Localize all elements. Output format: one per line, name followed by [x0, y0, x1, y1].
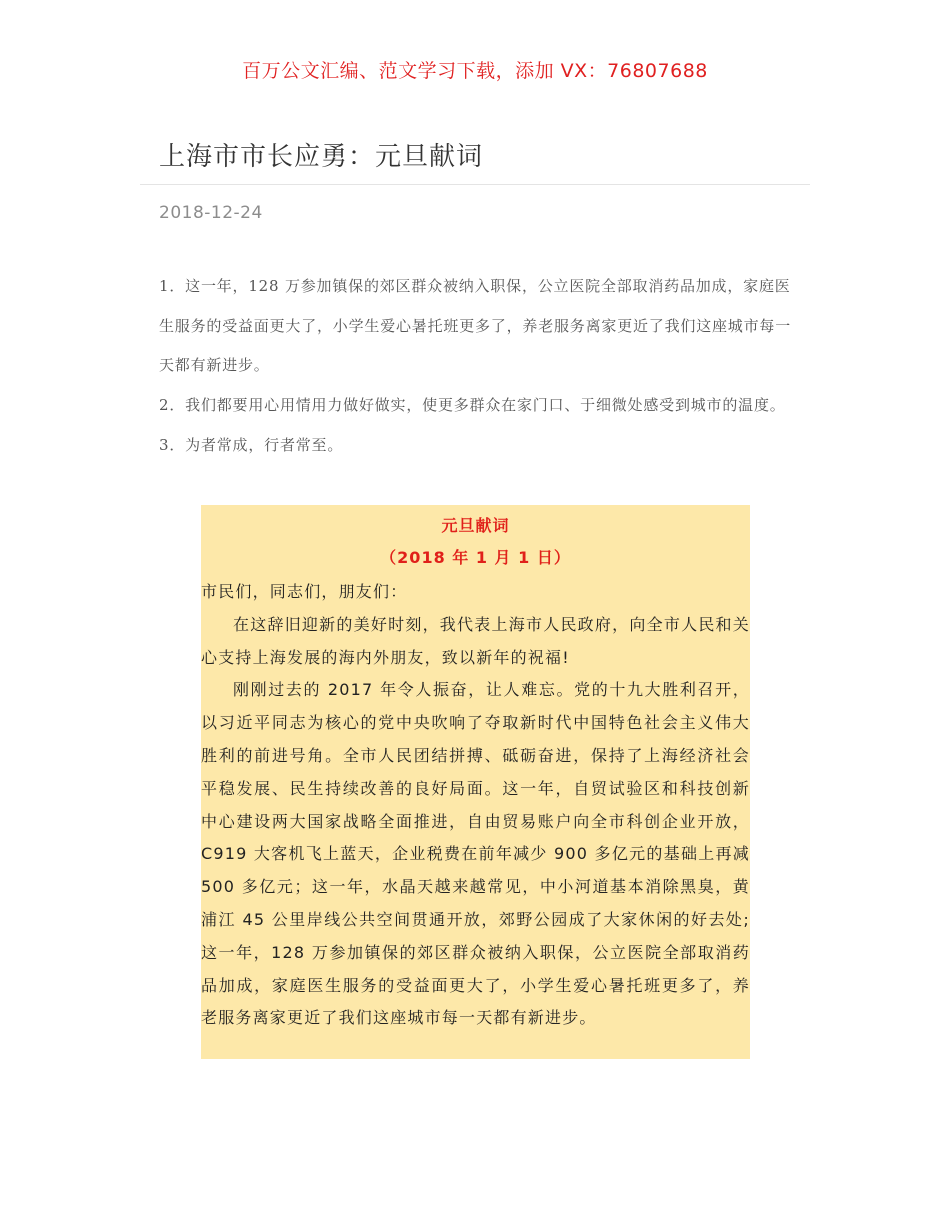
speech-panel [201, 505, 750, 1059]
article-title: 上海市市长应勇：元旦献词 [159, 142, 484, 172]
speech-paragraph-2: 刚刚过去的 2017 年令人振奋，让人难忘。党的十九大胜利召开，以习近平同志为核心的党中央吹响了夺取新时代中国特色社会主义伟大胜利的前进号角。全市人民团结拼搏、砥砺奋进，保持了上海经济社会平稳发展、民生持续改善的良好局面。这一年，自贸试验区和科技创新中心建设两大国家战略全面推进，自由贸易账户向全市科创企业开放，C919 大客机飞上蓝天，企业税费在前年减少 900 多亿元的基础上再减 500 多亿元；这一年，水晶天越来越常见，中小河道基本消除黑臭，黄浦江 45 公里岸线公共空间贯通开放，郊野公园成了大家休闲的好去处;这一年，128 万参加镇保的郊区群众被纳入职保，公立医院全部取消药品加成，家庭医生服务的受益面更大了，小学生爱心暑托班更多了，养老服务离家更近了我们这座城市每一天都有新进步。 [201, 680, 750, 1028]
summary-item-1: 1．这一年，128 万参加镇保的郊区群众被纳入职保，公立医院全部取消药品加成，家庭医生服务的受益面更大了，小学生爱心暑托班更多了，养老服务离家更近了我们这座城市每一天都有新进步。 [159, 277, 792, 375]
title-divider [140, 184, 810, 185]
speech-greeting: 市民们，同志们，朋友们： [201, 582, 408, 601]
summary-item-3: 3．为者常成，行者常至。 [159, 435, 344, 454]
article-summary [159, 267, 791, 466]
speech-body [201, 576, 750, 1035]
summary-item-2: 2．我们都要用心用情用力做好做实，使更多群众在家门口、于细微处感受到城市的温度。 [159, 396, 786, 415]
speech-title: 元旦献词 [441, 516, 510, 535]
article-date: 2018-12-24 [159, 203, 263, 223]
speech-paragraph-1: 在这辞旧迎新的美好时刻，我代表上海市人民政府，向全市人民和关心支持上海发展的海内外朋友，致以新年的祝福! [201, 614, 750, 667]
speech-date: （2018 年 1 月 1 日） [380, 548, 571, 567]
promo-banner: 百万公文汇编、范文学习下载，添加 VX：76807688 [242, 60, 708, 82]
